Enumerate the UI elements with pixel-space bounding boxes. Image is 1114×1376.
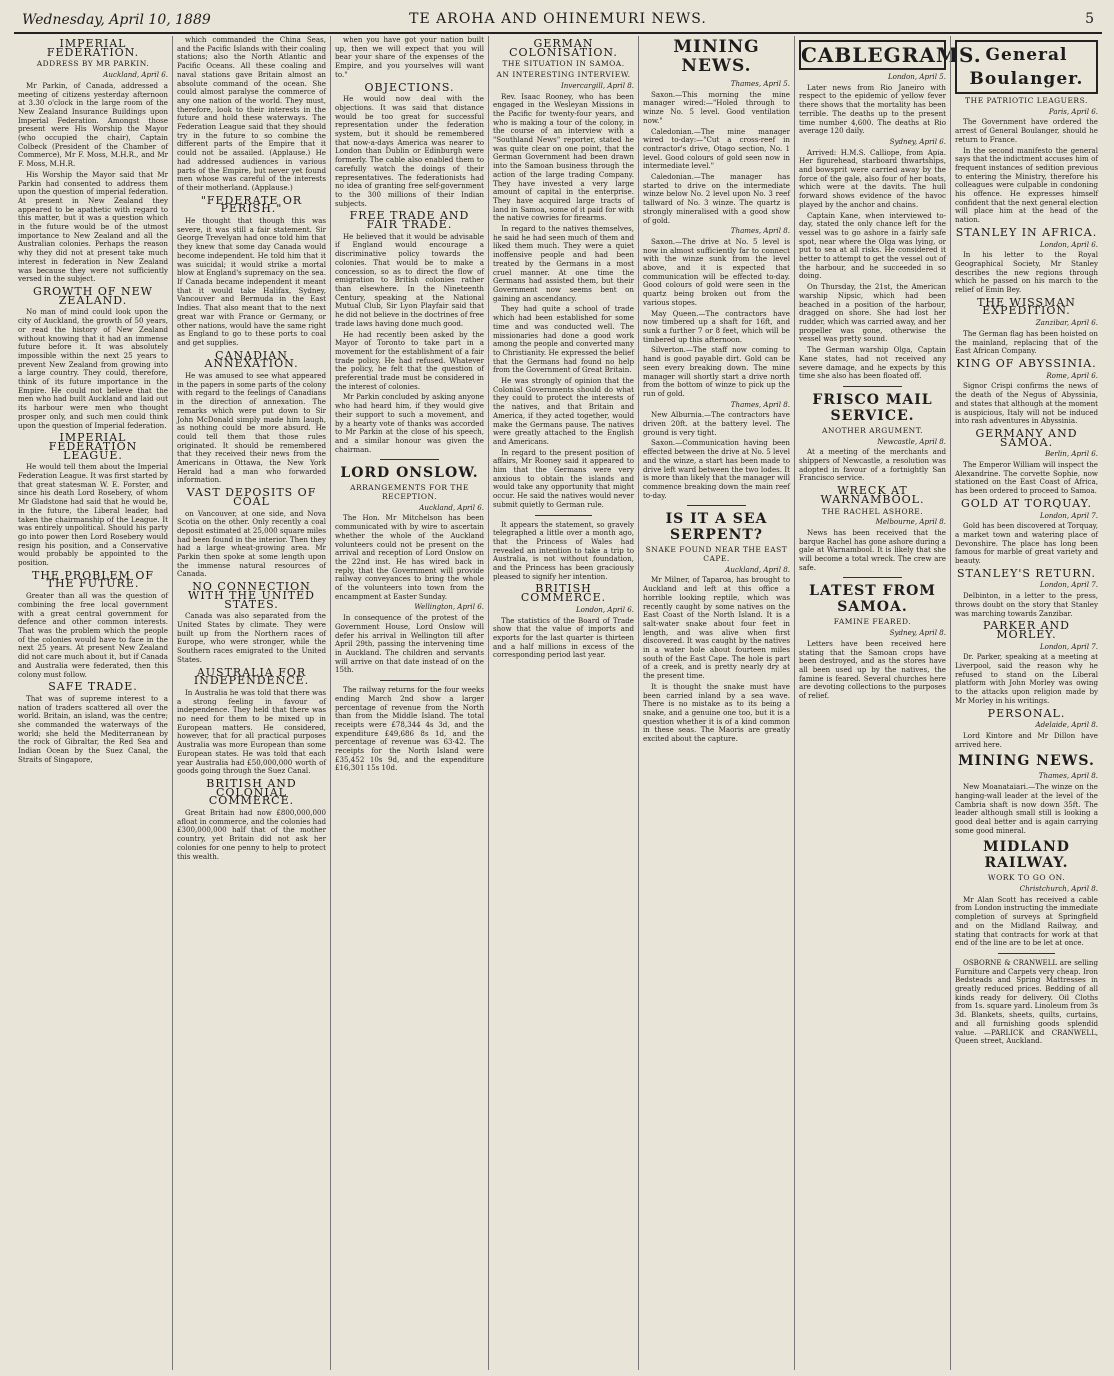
paragraph: Saxon.—This morning the mine manager wired:—"Holed through to winze No. 5 level. Good ventilation now." bbox=[643, 89, 790, 125]
paragraph: The Emperor William will inspect the Alexandrine. The corvette Sophie, now stationed on the East Coast of Africa, has been ordered to proceed to Samoa. bbox=[955, 460, 1098, 496]
paragraph: Mr Milner, of Taparoa, has brought to Auckland and left at this office a horrible looking reptile, which was recently caught by some natives on the East Coast of the North Island. It is a salt-water snake about four feet in length, and was alive when first discovered. It was caught by the natives in a water hole about fourteen miles south of the East Cape. The hole is part of a creek, and is pretty nearly dry at the present time. bbox=[643, 575, 790, 681]
section-heading: STANLEY IN AFRICA. bbox=[955, 225, 1098, 239]
section-heading: NO CONNECTION WITH THE UNITED STATES. bbox=[188, 580, 315, 611]
dateline: Adelaide, April 8. bbox=[1035, 720, 1098, 730]
paragraph: Saxon.—Communication having been effected between the drive at No. 5 level and the winze, a start has been made to drive left ward between the two lodes. It is more than likely that the manager will commence breaking down the main reef to-day. bbox=[643, 438, 790, 500]
dateline: Auckland, April 8. bbox=[725, 564, 790, 574]
section-heading: VAST DEPOSITS OF COAL bbox=[186, 486, 317, 508]
dateline: Invercargill, April 8. bbox=[560, 80, 634, 90]
article-subtitle: THE SITUATION IN SAMOA. bbox=[502, 59, 625, 69]
divider bbox=[843, 577, 902, 578]
dateline: London, April 7. bbox=[1039, 510, 1098, 520]
article-title: MINING NEWS. bbox=[958, 753, 1095, 770]
article-subtitle: THE RACHEL ASHORE. bbox=[821, 506, 924, 516]
section-heading: FREE TRADE AND FAIR TRADE. bbox=[349, 209, 470, 232]
dateline: Wellington, April 6. bbox=[414, 602, 484, 612]
paragraph: on Vancouver, at one side, and Nova Scotia on the other. Only recently a coal deposit estimated at 25,000 square miles had been found in the interior. Then they had a large wheat-growing area. Mr Parkin then spoke at some length upon the immense natural resources of Canada. bbox=[177, 508, 326, 579]
article-subtitle: ARRANGEMENTS FOR THE RECEPTION. bbox=[350, 483, 469, 502]
paragraph: The statistics of the Board of Trade show that the value of imports and exports for the last quarter is thirteen and a half millions in excess of the corresponding period last year. bbox=[493, 615, 634, 660]
dateline: Zanzibar, April 6. bbox=[1035, 318, 1098, 328]
divider bbox=[380, 680, 440, 681]
section-heading: STANLEY'S RETURN. bbox=[956, 566, 1097, 580]
section-heading: IMPERIAL FEDERATION LEAGUE. bbox=[48, 431, 138, 462]
article-subtitle: ANOTHER ARGUMENT. bbox=[821, 425, 924, 435]
article-title: IMPERIAL FEDERATION. bbox=[46, 37, 140, 59]
section-heading: GERMANY AND SAMOA. bbox=[975, 426, 1078, 449]
paragraph: No man of mind could look upon the city of Auckland, the growth of 50 years, or read the history of New Zealand without knowing that it had an immense future before it. It was absolutely impossible within the next 25 years to prevent New Zealand from growing into a large country. They could, therefore, think of its future importance in the Empire. He could not believe that the men who had built Auckland and laid out its harbour were men who thought prosper only, and such men could think upon the question of Imperial federation. bbox=[18, 307, 168, 430]
paragraph: It appears the statement, so gravely telegraphed a little over a month ago, that the Princess of Wales had revealed an intention to take a trip to Australia, is not without foundation, and the Princess has been graciously pleased to signify her intention. bbox=[493, 519, 634, 581]
dateline: Berlin, April 6. bbox=[1044, 449, 1098, 459]
paragraph: He thought that though this was severe, it was still a fair statement. Sir George Trevelyan had once told him that they knew that some day Canada would become independent. He told him that it was suicidal; it would strike a mortal blow at England's supremacy on the sea. If Canada became independent it meant that it would take Halifax, Sydney, Vancouver and Bermuda in the East Indies. That also meant that to the next great war with France or Germany, or other nations, would have the same right as England to go to these ports to coal and get supplies. bbox=[177, 216, 326, 347]
dateline: Rome, April 6. bbox=[1046, 370, 1098, 380]
dateline: Newcastle, April 8. bbox=[877, 436, 946, 446]
article-subtitle: ADDRESS BY MR PARKIN. bbox=[36, 59, 150, 69]
paragraph: His Worship the Mayor said that Mr Parkin had consented to address them upon the question of imperial federation. At present in New Zealand they appeared to be apathetic with regard to this matter, but it was a question which in the future would be of the utmost importance to New Zealand and all the Australian colonies. Perhaps the reason why they did not at present take much interest in federation in New Zealand was because they were not sufficiently versed in the subject. bbox=[18, 169, 168, 284]
divider bbox=[380, 459, 440, 460]
article-subtitle: WORK TO GO ON. bbox=[987, 873, 1066, 883]
article-title: General Boulanger. bbox=[955, 40, 1098, 94]
section-heading: PERSONAL. bbox=[987, 706, 1066, 720]
paragraph: The railway returns for the four weeks ending March 2nd show a larger percentage of revenue from the North than from the Middle Island. The total receipts were £78,344 4s 3d, and the expenditure £49,686 8s 1d, and the percentage of revenue was 63·42. The receipts for the North Island were £35,452 10s 9d, and the expenditure £16,301 15s 10d. bbox=[335, 685, 484, 773]
dateline: Auckland, April 6. bbox=[419, 502, 484, 512]
paragraph: Mr Alan Scott has received a cable from London instructing the immediate completion of surveys at Springfield and on the Midland Railway, and stating that contracts for work at that end of the line are to be let at once. bbox=[955, 894, 1098, 948]
paragraph: They had quite a school of trade which had been established for some time and was conducted well. The missionaries had done a good work among the people and converted many to Christianity. He expressed the belief that the Germans had found no help from the Government of Great Britain. bbox=[493, 304, 634, 375]
dateline: Thames, April 5. bbox=[730, 79, 790, 88]
dateline: Thames, April 8. bbox=[1038, 771, 1098, 781]
column-1 bbox=[14, 36, 172, 1370]
paragraph: Later news from Rio Janeiro with respect to the epidemic of yellow fever there shows that the mortality has been terrible. The deaths up to the present time number 4,600. The deaths at Rio average 120 daily. bbox=[799, 82, 946, 136]
article-subtitle: FAMINE FEARED. bbox=[833, 617, 912, 627]
paragraph: Silverton.—The staff now coming to hand is good payable dirt. Gold can be seen every breaking down. The mine manager will shortly start a drive north from the bottom of winze to pick up the run of gold. bbox=[643, 345, 790, 398]
paragraph: The German warship Olga, Captain Kane states, had not received any severe damage, and he expects by this time she also has been floated off. bbox=[799, 345, 946, 381]
paragraph: In Australia he was told that there was a strong feeling in favour of independence. They held that there was no need for them to be mixed up in European matters. He considered, however, that for all practical purposes Australia was more European than some European states. He was told that each year Australia had £50,000,000 worth of goods going through the Suez Canal. bbox=[177, 687, 326, 776]
paragraph: In regard to the natives themselves, he said he had seen much of them and liked them much. They were a quiet inoffensive people and had been treated by the Germans in a most cruel manner. At one time the Germans had assisted them, but their Government now seems bent on gaining an ascendancy. bbox=[493, 224, 634, 303]
section-heading: BRITISH COMMERCE. bbox=[520, 582, 607, 605]
paragraph: when you have got your nation built up, then we will expect that you will bear your share of the expenses of the Empire, and you yourselves will want to." bbox=[335, 35, 484, 79]
article-title: CABLEGRAMS. bbox=[799, 40, 946, 70]
paragraph: News has been received that the barque Rachel has gone ashore during a gale at Warnambool. It is likely that she will become a total wreck. The crew are safe. bbox=[799, 527, 946, 572]
paragraph: The Government have ordered the arrest of General Boulanger, should he return to France. bbox=[955, 117, 1098, 144]
article-title: FRISCO MAIL SERVICE. bbox=[812, 391, 933, 424]
article-title: LATEST FROM SAMOA. bbox=[809, 583, 936, 616]
dateline: Paris, April 6. bbox=[1048, 106, 1098, 116]
divider bbox=[998, 953, 1055, 954]
column-2 bbox=[172, 36, 330, 1370]
article-title: GERMAN COLONISATION. bbox=[509, 37, 618, 59]
dateline: Thames, April 8. bbox=[730, 399, 790, 409]
section-heading: CANADIAN ANNEXATION. bbox=[204, 348, 299, 371]
dateline: London, April 6. bbox=[575, 604, 634, 614]
divider bbox=[687, 505, 746, 506]
paragraph: Great Britain had now £800,000,000 afloat in commerce, and the colonies had £300,000,000 half that of the mother country, yet Britain did not ask her colonies for one penny to help to protect this wealth. bbox=[177, 808, 326, 861]
paragraph: On Thursday, the 21st, the American warship Nipsic, which had been beached in a position of the harbour, dragged on shore. She had lost her rudder, which was carried away, and her propeller was gone, otherwise the vessel was pretty sound. bbox=[799, 282, 946, 344]
dateline: London, April 7. bbox=[1039, 641, 1098, 651]
paragraph: Arrived: H.M.S. Calliope, from Apia. Her figurehead, starboard thwartships, and bowsprit were carried away by the force of the gale, also four of her boats, which were at the davits. The hull forward shows evidence of the havoc played by the anchor and chains. bbox=[799, 147, 946, 209]
dateline: Melbourne, April 8. bbox=[875, 517, 946, 527]
dateline: London, April 6. bbox=[1039, 239, 1098, 249]
article-title: IS IT A SEA SERPENT? bbox=[665, 511, 768, 544]
paragraph: Lord Kintore and Mr Dillon have arrived here. bbox=[955, 731, 1098, 749]
paragraph: Caledonian.—The manager has started to drive on the intermediate winze below No. 2 level upon No. 3 reef tallward of No. 3 winze. The quartz is strongly mineralised with a good show of gold. bbox=[643, 172, 790, 225]
paragraph: Rev. Isaac Rooney, who has been engaged in the Wesleyan Missions in the Pacific for twenty-four years, and who is making a tour of the colony, in the course of an interview with a "Southland News" reporter, stated he was quite clear on one point, that the German Government had been drawn into the Samoan business through the action of the large trading Company. They have invested a very large amount of capital in the enterprise. They have acquired large tracts of land in Samoa, some of it paid for with the native cowries for firearms. bbox=[493, 91, 634, 223]
column-3 bbox=[330, 36, 488, 1370]
paragraph: Dr. Parker, speaking at a meeting at Liverpool, said the reason why he refused to stand on the Liberal platform with John Morley was owing to the attacks upon religion made by Mr Morley in his writings. bbox=[955, 652, 1098, 705]
paragraph: That was of supreme interest to a nation of traders scattered all over the world. Britain, an island, was the centre; she commanded the waterways of the world; she held the Mediterranean by the rock of Gibraltar, the Red Sea and Indian Ocean by the Suez Canal, the Straits of Singapore, bbox=[18, 693, 168, 764]
paragraph: Canada was also separated from the United States by climate. They were built up from the Northern races of Europe, who were stronger, while the Southern races emigrated to the United States. bbox=[177, 611, 326, 664]
section-heading: BRITISH AND COLONIAL COMMERCE. bbox=[206, 776, 297, 808]
paragraph: Delbinton, in a letter to the press, throws doubt on the story that Stanley was marching towards Zanzibar. bbox=[955, 591, 1098, 618]
section-heading: PARKER AND MORLEY. bbox=[982, 619, 1071, 641]
masthead bbox=[14, 6, 1102, 34]
dateline: London, April 5. bbox=[887, 72, 946, 81]
paragraph: He was strongly of opinion that the Colonial Governments should do what they could to protect the interests of the natives, and that Britain and America, if they acted together, would make the Germans pause. The natives were greatly attached to the English and Americans. bbox=[493, 376, 634, 446]
dateline: Auckland, April 6. bbox=[103, 70, 168, 80]
divider bbox=[843, 386, 902, 387]
section-heading: GROWTH OF NEW ZEALAND. bbox=[33, 284, 153, 307]
divider bbox=[535, 515, 591, 516]
paragraph: Mr Parkin, of Canada, addressed a meeting of citizens yesterday afternoon at 3.30 o'clock in the large room of the New Zealand Insurance Buildings upon Imperial Federation. Amongst those present were His Worship the Mayor (who occupied the chair), Captain Colbeck (President of the Chamber of Commerce), Mr F. Moss, M.H.R., and Mr F. Moss, M.H.R. bbox=[18, 80, 168, 169]
paragraph: New Alburnia.—The contractors have driven 20ft. at the battery level. The ground is very tight. bbox=[643, 410, 790, 437]
section-heading: GOLD AT TORQUAY. bbox=[960, 496, 1093, 510]
article-title: MINING NEWS. bbox=[673, 37, 760, 76]
newspaper-title: TE AROHA AND OHINEMURI NEWS. bbox=[409, 11, 707, 27]
paragraph: Signor Crispi confirms the news of the death of the Negus of Abyssinia, and states that although at the moment is auspicious, Italy will not be induced into rash adventures in Abyssinia. bbox=[955, 381, 1098, 426]
article-subtitle: THE PATRIOTIC LEAGUERS. bbox=[965, 96, 1088, 105]
paragraph: In his letter to the Royal Geographical Society, Mr Stanley describes the new regions through which he passed on his march to the relief of Emin Bey. bbox=[955, 250, 1098, 295]
paragraph: Gold has been discovered at Torquay, a market town and watering place of Devonshire. The place has long been famous for marble of great variety and beauty. bbox=[955, 521, 1098, 566]
paragraph: Saxon.—The drive at No. 5 level is now in almost sufficiently far to connect with the winze sunk from the level above, and it is expected that communication will be effected to-day. Good colours of gold were seen in the quartz being broken out from the various stopes. bbox=[643, 236, 790, 307]
advertisement: OSBORNE & CRANWELL are selling Furniture and Carpets very cheap. Iron Bedsteads and Spring Mattresses in greatly reduced prices. Bedding of all kinds ready for delivery. Oil Cloths from 1s. square yard. Linoleum from 3s 3d. Blankets, sheets, quilts, curtains, and all furnishing goods splendid value. —PARLICK and CRANWELL, Queen street, Auckland. bbox=[955, 957, 1098, 1046]
article-subtitle: SNAKE FOUND NEAR THE EAST CAPE. bbox=[645, 545, 788, 564]
paragraph: The German flag has been hoisted on the mainland, replacing that of the East African Company. bbox=[955, 328, 1098, 356]
section-heading: WRECK AT WARNAMBOOL. bbox=[820, 484, 925, 506]
paragraph: Caledonian.—The mine manager wired to-day:—"Cut a cross-reef in contractor's drive, Otago section, No. 1 level. Good colours of gold seen now in intermediate level." bbox=[643, 126, 790, 171]
paragraph: He had recently been asked by the Mayor of Toronto to take part in a movement for the establishment of a fair trade policy. He had refused. Whatever the policy, he felt that the question of preferential trade must be considered in the interest of colonies. bbox=[335, 329, 484, 391]
dateline: Sydney, April 6. bbox=[889, 136, 946, 146]
paragraph: He was amused to see what appeared in the papers in some parts of the colony with regard to the feelings of Canadians in the direction of annexation. The remarks which were put down to Sir John McDonald simply made him laugh, as nothing could be more absurd. He could tell them that those rules originated. It should be remembered that they received their news from the Americans in Ottawa, the New York Herald had a man who forwarded information. bbox=[177, 371, 326, 485]
paragraph: Captain Kane, when interviewed to-day, stated the only chance left for the vessel was to go ashore in a fairly safe spot, near where the Olga was lying, or put to sea at all risks. He considered it better to attempt to get the vessel out of the harbour, and he succeeded in so doing. bbox=[799, 210, 946, 281]
paragraph: In regard to the present position of affairs, Mr Rooney said it appeared to him that the Germans were very anxious to obtain the islands and would take any opportunity that might occur. He said the natives would never submit quietly to German rule. bbox=[493, 447, 634, 509]
dateline: Thames, April 8. bbox=[730, 226, 790, 236]
article-subtitle: AN INTERESTING INTERVIEW. bbox=[496, 70, 631, 80]
column-6 bbox=[794, 36, 982, 1370]
newspaper-columns bbox=[14, 36, 1102, 1370]
paragraph: May Queen.—The contractors have now timbered up a shaft for 16ft, and sunk a further 7 or 8 feet, which will be timbered up this afternoon. bbox=[643, 308, 790, 344]
section-heading: KING OF ABYSSINIA. bbox=[956, 356, 1097, 370]
paragraph: He would now deal with the objections. It was said that distance would be too great for successful representation under the federation system, but it should be remembered that now-a-days America was nearer to London than Dublin or Edinburgh were formerly. The cable also enabled them to carefully watch the doings of their representatives. The federationists had no idea of granting free self-government to the 300 millions of their Indian subjects. bbox=[335, 94, 484, 208]
paragraph: He would tell them about the Imperial Federation League. It was first started by that great statesman W. E. Forster, and since his death Lord Rosebery, of whom Mr Gladstone had said that he would be, in the future, the Liberal leader, had taken the chairmanship of the League. It was entirely unpolitical. Should his party go into power then Lord Rosebery would resign his position, and a Conservative would probably be appointed to the position. bbox=[18, 462, 168, 568]
dateline: Christchurch, April 8. bbox=[1019, 884, 1098, 894]
page-number: 5 bbox=[1085, 11, 1094, 27]
section-heading: SAFE TRADE. bbox=[48, 680, 138, 694]
section-heading: THE PROBLEM OF THE FUTURE. bbox=[32, 568, 154, 591]
paragraph: Greater than all was the question of combining the free local government with a great central government for defence and other common interests. That was the problem which the people of the colonies would have to face in the next 25 years. At present New Zealand did not care much about it, but if Canada and Australia were federated, then this colony must follow. bbox=[18, 591, 168, 679]
paragraph: In the second manifesto the general says that the indictment accuses him of frequent instances of sedition previous to entering the Ministry, therefore his colleagues were culpable in condoning his offence. He expresses himself confident that the next general election will place him at the head of the nation. bbox=[955, 145, 1098, 225]
issue-date: Wednesday, April 10, 1889 bbox=[22, 12, 211, 28]
paragraph: which commanded the China Seas, and the Pacific Islands with their coaling stations; also the North Atlantic and Pacific Oceans. All these coaling and naval stations gave Britain almost an absolute command of the ocean. She could almost paralyse the commerce of any one nation of the world. They must, therefore, look to their interests in the future and hold these waterways. The Federation League said that they should try in the future to so combine the different parts of the Empire that it could not be assailed. (Applause.) He had addressed audiences in various parts of the Empire, but never yet found men whose was careful of the interests of their motherland. (Applause.) bbox=[177, 35, 326, 192]
paragraph: He believed that it would be advisable if England would encourage a discriminative policy towards the colonies. That would be to make a concession, so as to direct the flow of emigration to British colonies rather than elsewhere. In the Nineteenth Century, speaking at the National Mutual Club, Sir Lyon Playfair said that he did not believe in the doctrines of free trade laws having done much good. bbox=[335, 231, 484, 328]
paragraph: Mr Parkin concluded by asking anyone who had heard him, if they would give their support to such a movement, and by a hearty vote of thanks was accorded to Mr Parkin at the close of his speech, and a similar honour was given the chairman. bbox=[335, 392, 484, 454]
dateline: London, April 7. bbox=[1039, 580, 1098, 590]
section-heading: "FEDERATE OR PERISH." bbox=[200, 193, 303, 216]
article-title: LORD ONSLOW. bbox=[340, 465, 479, 482]
column-7 bbox=[950, 36, 1102, 1370]
section-heading: THE WISSMAN EXPEDITION. bbox=[977, 295, 1076, 318]
paragraph: It is thought the snake must have been carried inland by a sea wave. There is no mistake as to its being a snake, and a genuine one too, but it is a question whether it is of a kind common in these seas. The Maoris are greatly excited about the capture. bbox=[643, 681, 790, 744]
article-title: MIDLAND RAILWAY. bbox=[983, 839, 1070, 872]
column-4 bbox=[488, 36, 638, 1370]
dateline: Sydney, April 8. bbox=[889, 628, 946, 638]
section-heading: OBJECTIONS. bbox=[364, 80, 455, 94]
column-5 bbox=[638, 36, 794, 1370]
paragraph: In consequence of the protest of the Government House, Lord Onslow will defer his arrival in Wellington till after April 29th, passing the intervening time in Auckland. The children and servants will arrive on that date instead of on the 15th. bbox=[335, 613, 484, 675]
paragraph: New Moanataiari.—The winze on the hanging-wall leader at the level of the Cambria shaft is now down 35ft. The leader although small still is looking a good deal better and is again carrying some good mineral. bbox=[955, 782, 1098, 835]
paragraph: The Hon. Mr Mitchelson has been communicated with by wire to ascertain whether the whole of the Auckland volunteers could not be present on the arrival and reception of Lord Onslow on the 22nd inst. He has wired back in reply, that the Government will provide railway conveyances to bring the whole of the volunteers into town from the encampment at Easter Sunday. bbox=[335, 513, 484, 601]
paragraph: Letters have been received here stating that the Samoan crops have been destroyed, and as the stores have all been used up by the natives, the famine is feared. Several churches here are devoting collections to the purposes of relief. bbox=[799, 638, 946, 701]
section-heading: AUSTRALIA FOR INDEPENDENCE. bbox=[193, 665, 310, 688]
paragraph: At a meeting of the merchants and shippers of Newcastle, a resolution was adopted in favour of a fortnightly San Francisco service. bbox=[799, 447, 946, 483]
